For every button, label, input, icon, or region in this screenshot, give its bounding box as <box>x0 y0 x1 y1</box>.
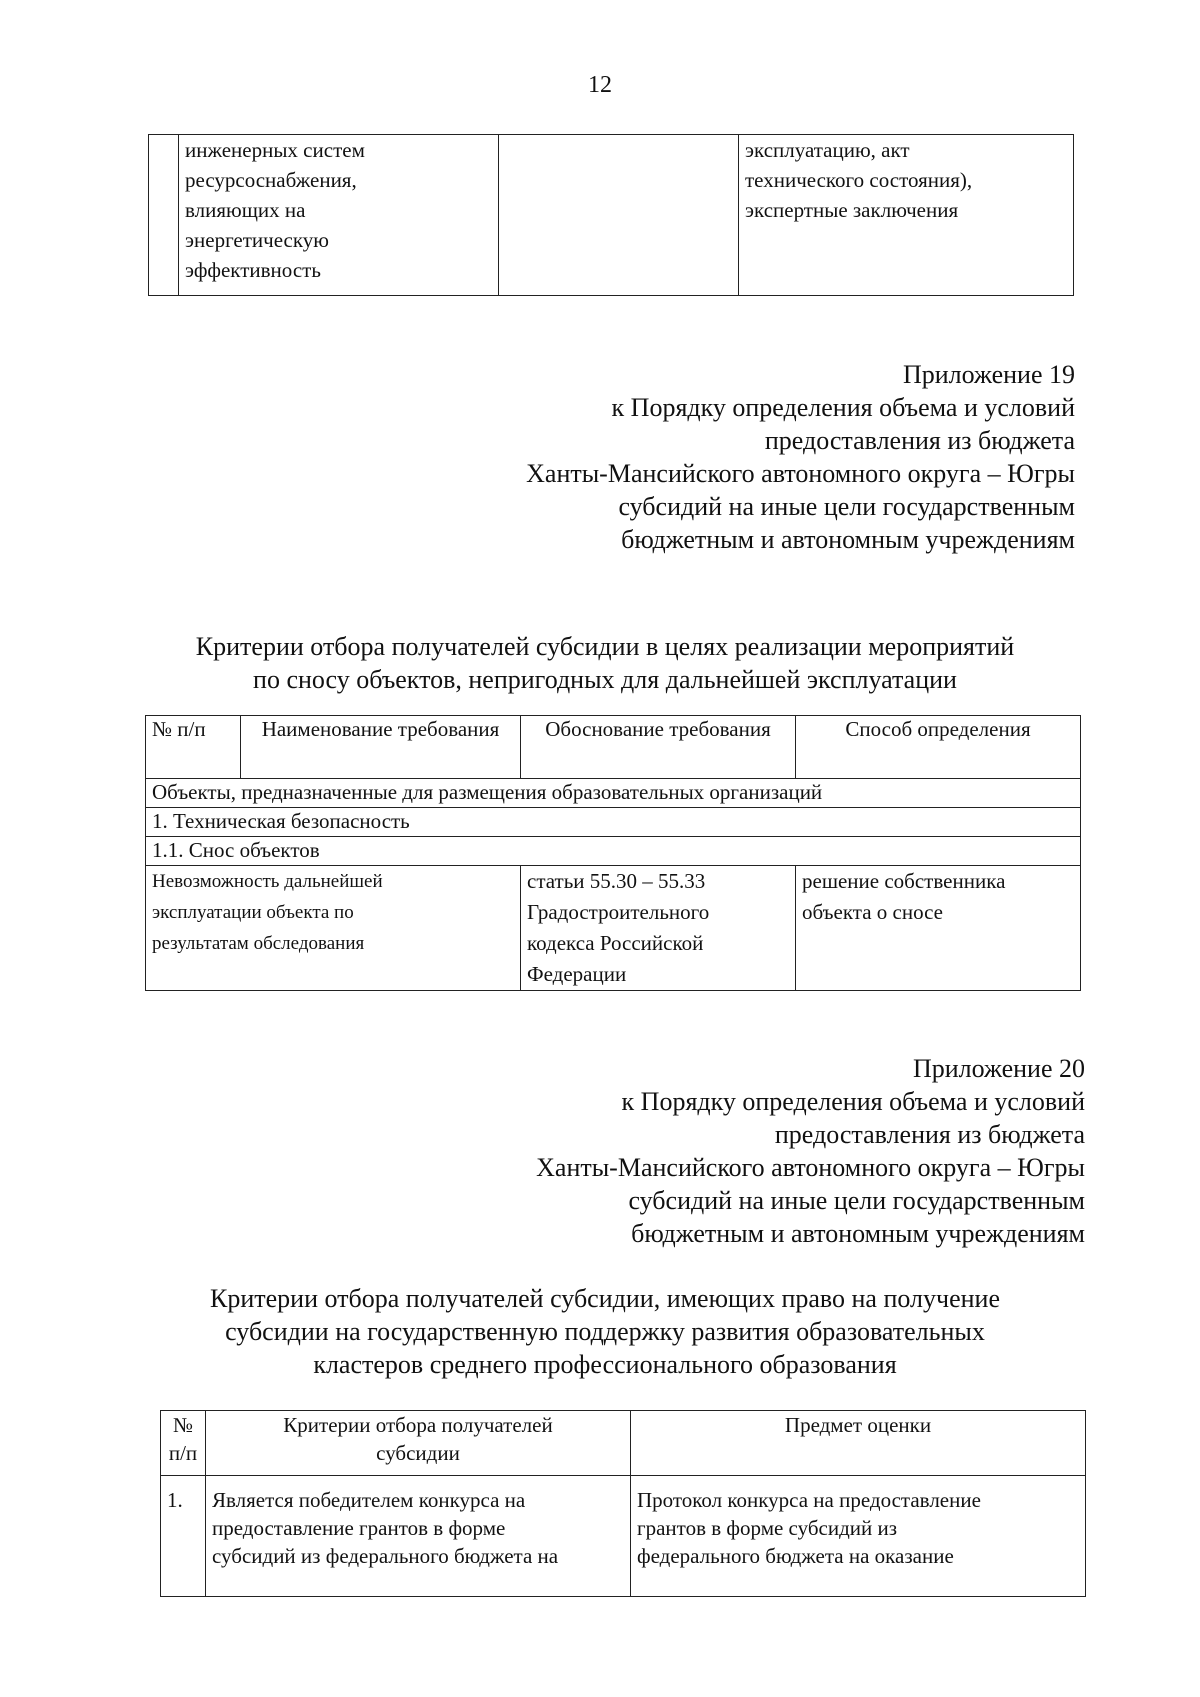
annex-line: Ханты-Мансийского автономного округа – Югры <box>536 1153 1085 1182</box>
annex-19-header <box>375 358 1075 556</box>
section-row-demolition: 1.1. Снос объектов <box>146 837 1081 866</box>
header-cell-requirement: Наименование требования <box>241 716 521 779</box>
section-heading-19 <box>130 630 1080 696</box>
table-section-row <box>146 837 1081 866</box>
cell-line: энергетическую <box>185 228 329 252</box>
header-cell-criteria <box>206 1411 631 1476</box>
annex-line: к Порядку определения объема и условий <box>621 1087 1085 1116</box>
annex-title: Приложение 19 <box>902 360 1075 389</box>
annex-title: Приложение 20 <box>912 1054 1085 1083</box>
table-cell-subject <box>631 1476 1086 1597</box>
cell-line: п/п <box>168 1441 198 1465</box>
cell-line: инженерных систем <box>185 138 365 162</box>
table-cell-method <box>796 866 1081 991</box>
table-cell-method <box>739 135 1074 296</box>
table-row <box>149 135 1074 296</box>
header-cell-basis: Обоснование требования <box>521 716 796 779</box>
annex-line: предоставления из бюджета <box>774 1120 1085 1149</box>
cell-line: Протокол конкурса на предоставление <box>637 1488 981 1512</box>
cell-line: субсидии <box>376 1441 460 1465</box>
continuation-table <box>148 134 1074 296</box>
table-cell-criteria <box>206 1476 631 1597</box>
header-cell-number: № п/п <box>146 716 241 779</box>
annex-20-header <box>385 1052 1085 1250</box>
cell-line: эксплуатации объекта по <box>152 902 354 923</box>
cell-line: эксплуатацию, акт <box>745 138 910 162</box>
heading-line: субсидии на государственную поддержку развития образовательных <box>225 1317 985 1346</box>
cell-line: технического состояния), <box>745 168 973 192</box>
cell-line: субсидий из федерального бюджета на <box>212 1544 559 1568</box>
table-header-row <box>146 716 1081 779</box>
heading-line: Критерии отбора получателей субсидии, имеющих право на получение <box>210 1284 1000 1313</box>
cell-line: эффективность <box>185 258 321 282</box>
table-section-row <box>146 779 1081 808</box>
cell-line: решение собственника <box>802 869 1006 893</box>
section-row-safety: 1. Техническая безопасность <box>146 808 1081 837</box>
cell-line: статьи 55.30 – 55.33 <box>527 869 706 893</box>
annex-line: бюджетным и автономным учреждениям <box>631 1219 1085 1248</box>
heading-line: кластеров среднего профессионального образования <box>313 1350 897 1379</box>
annex-line: к Порядку определения объема и условий <box>611 393 1075 422</box>
cell-line: Критерии отбора получателей <box>283 1413 553 1437</box>
cell-line: результатам обследования <box>152 933 365 954</box>
table-cell-basis <box>521 866 796 991</box>
table-cell-requirement <box>179 135 499 296</box>
table-row <box>161 1476 1086 1597</box>
cell-line: влияющих на <box>185 198 306 222</box>
cell-line: № <box>172 1413 194 1437</box>
demolition-criteria-table <box>145 715 1081 991</box>
table-cell-number <box>149 135 179 296</box>
annex-line: субсидий на иные цели государственным <box>628 1186 1085 1215</box>
heading-line: Критерии отбора получателей субсидии в целях реализации мероприятий <box>195 632 1015 661</box>
annex-line: предоставления из бюджета <box>764 426 1075 455</box>
annex-line: бюджетным и автономным учреждениям <box>621 525 1075 554</box>
table-row <box>146 866 1081 991</box>
table-cell-number: 1. <box>161 1476 206 1597</box>
cell-line: Является победителем конкурса на <box>212 1488 526 1512</box>
header-cell-method: Способ определения <box>796 716 1081 779</box>
cell-line: Невозможность дальнейшей <box>152 871 383 892</box>
annex-line: Ханты-Мансийского автономного округа – Югры <box>526 459 1075 488</box>
cell-line: грантов в форме субсидий из <box>637 1516 898 1540</box>
cell-line: федерального бюджета на оказание <box>637 1544 954 1568</box>
table-cell-basis <box>499 135 739 296</box>
cell-line: Федерации <box>527 962 627 986</box>
cell-line: Градостроительного <box>527 900 710 924</box>
annex-line: субсидий на иные цели государственным <box>618 492 1075 521</box>
header-cell-number <box>161 1411 206 1476</box>
header-cell-subject: Предмет оценки <box>631 1411 1086 1476</box>
cell-line: объекта о сносе <box>802 900 944 924</box>
heading-line: по сносу объектов, непригодных для дальнейшей эксплуатации <box>253 665 957 694</box>
section-row-objects: Объекты, предназначенные для размещения образовательных организаций <box>146 779 1081 808</box>
table-section-row <box>146 808 1081 837</box>
page-number: 12 <box>588 72 612 98</box>
table-cell-requirement <box>146 866 521 991</box>
cell-line: ресурсоснабжения, <box>185 168 357 192</box>
table-header-row <box>161 1411 1086 1476</box>
cell-line: кодекса Российской <box>527 931 704 955</box>
cell-line: предоставление грантов в форме <box>212 1516 506 1540</box>
section-heading-20 <box>130 1282 1080 1381</box>
cell-line: экспертные заключения <box>745 198 959 222</box>
clusters-criteria-table <box>160 1410 1086 1597</box>
